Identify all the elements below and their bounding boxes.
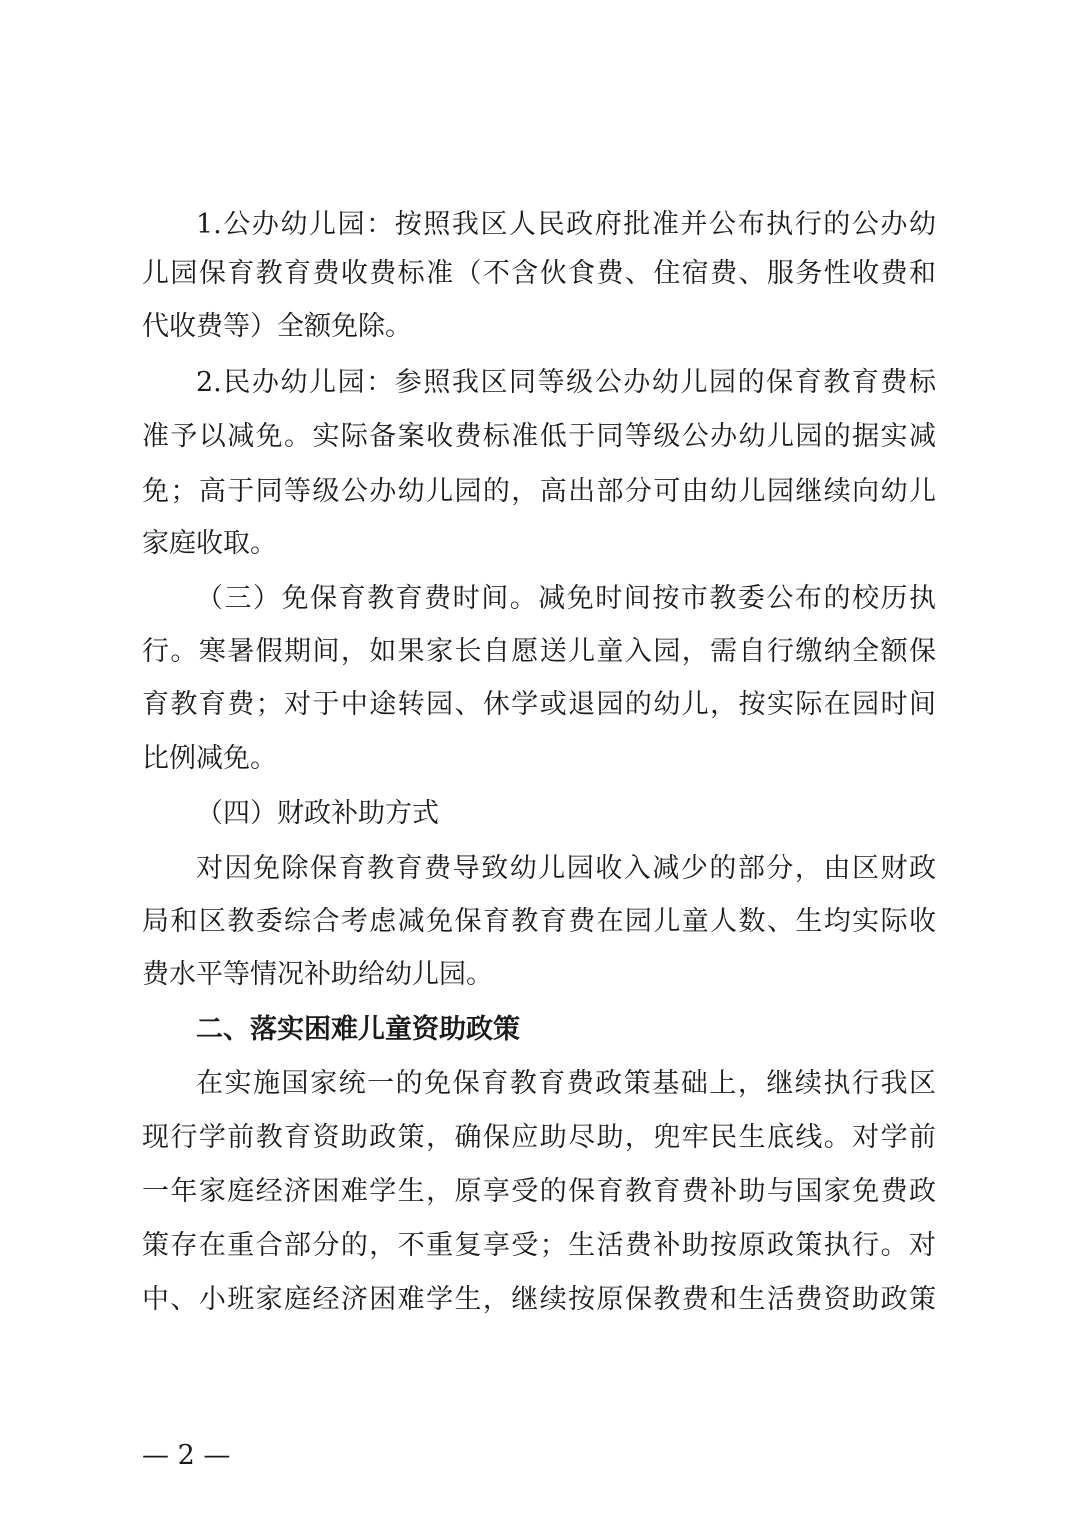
paragraph-5-line-1: 在实施国家统一的免保育教育费政策基础上，继续执行我区 [196,1068,936,1099]
paragraph-4-line-3: 费水平等情况补助给幼儿园。 [142,959,493,990]
paragraph-2-line-1: 2.民办幼儿园：参照我区同等级公办幼儿园的保育教育费标 [196,367,936,398]
paragraph-5-line-5: 中、小班家庭经济困难学生，继续按原保教费和生活费资助政策 [142,1284,936,1315]
paragraph-2-line-3: 免；高于同等级公办幼儿园的，高出部分可由幼儿园继续向幼儿 [142,476,936,507]
paragraph-2-line-4: 家庭收取。 [142,528,277,559]
paragraph-1-line-3: 代收费等）全额免除。 [142,311,412,342]
paragraph-5-line-3: 一年家庭经济困难学生，原享受的保育教育费补助与国家免费政 [142,1176,936,1207]
paragraph-2-line-2: 准予以减免。实际备案收费标准低于同等级公办幼儿园的据实减 [142,421,936,452]
paragraph-3-line-4: 比例减免。 [142,743,277,774]
page-number: — 2 — [142,1440,231,1471]
paragraph-3-line-3: 育教育费；对于中途转园、休学或退园的幼儿，按实际在园时间 [142,689,936,720]
paragraph-4-line-2: 局和区教委综合考虑减免保育教育费在园儿童人数、生均实际收 [142,906,936,937]
paragraph-3-line-1: （三）免保育教育费时间。减免时间按市教委公布的校历执 [196,583,936,614]
paragraph-1-line-2: 儿园保育教育费收费标准（不含伙食费、住宿费、服务性收费和 [142,258,936,289]
section-heading-2: 二、落实困难儿童资助政策 [196,1014,520,1045]
section-heading-fiscal-subsidy: （四）财政补助方式 [196,798,439,829]
paragraph-1-line-1: 1.公办幼儿园：按照我区人民政府批准并公布执行的公办幼 [196,209,936,240]
paragraph-5-line-4: 策存在重合部分的，不重复享受；生活费补助按原政策执行。对 [142,1230,936,1261]
paragraph-3-line-2: 行。寒暑假期间，如果家长自愿送儿童入园，需自行缴纳全额保 [142,636,936,667]
paragraph-5-line-2: 现行学前教育资助政策，确保应助尽助，兜牢民生底线。对学前 [142,1122,936,1153]
paragraph-4-line-1: 对因免除保育教育费导致幼儿园收入减少的部分，由区财政 [196,853,936,884]
